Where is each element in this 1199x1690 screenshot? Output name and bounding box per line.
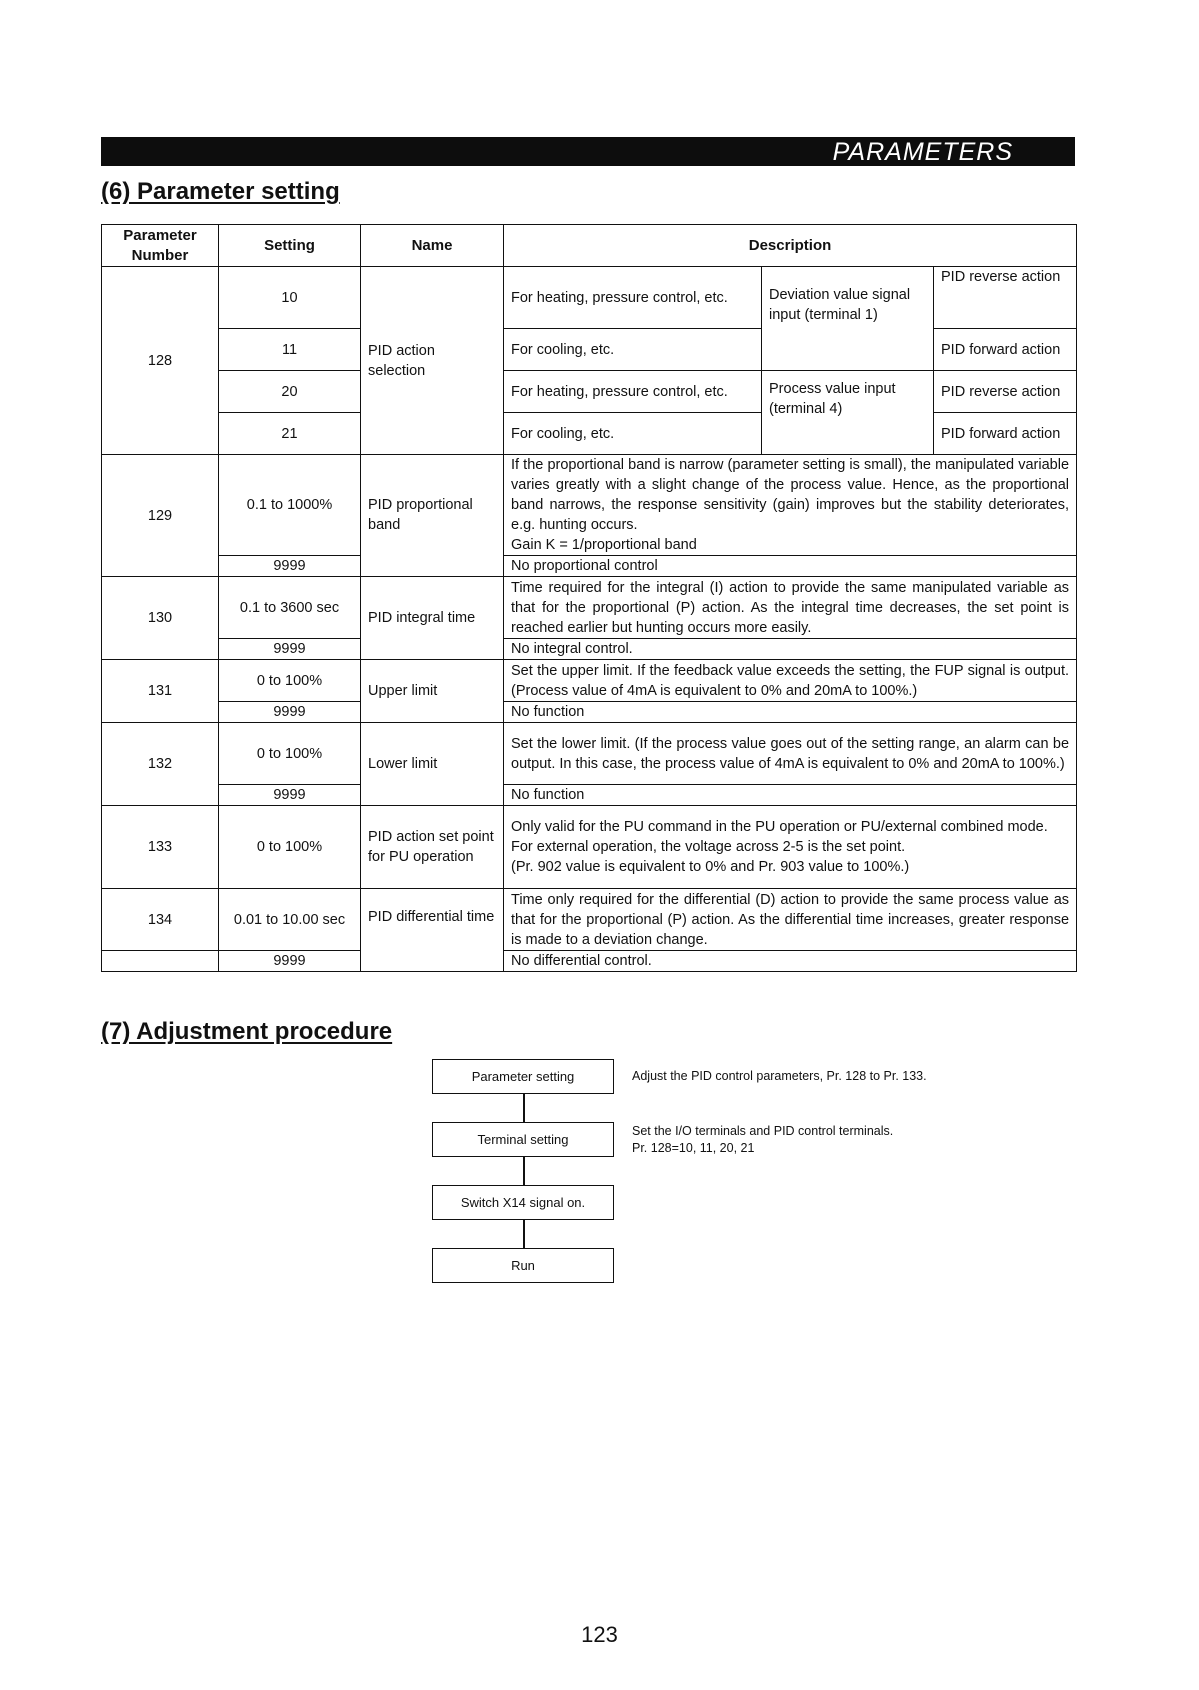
header-banner xyxy=(101,137,1075,166)
param-description: No proportional control xyxy=(504,556,1077,577)
setting-value: 0 to 100% xyxy=(219,660,361,702)
table-row xyxy=(102,639,1077,660)
flow-connector xyxy=(523,1094,525,1122)
param-name: PID integral time xyxy=(361,577,504,660)
flow-step-switch-x14: Switch X14 signal on. xyxy=(432,1185,614,1220)
param-number: 132 xyxy=(102,723,219,806)
param-description: Set the lower limit. (If the process value goes out of the setting range, an alarm can be output. In this case, the process value of 4mA is equivalent to 0% and 20mA to 100%.) xyxy=(504,723,1077,785)
setting-value: 0.1 to 3600 sec xyxy=(219,577,361,639)
setting-value: 0 to 100% xyxy=(219,723,361,785)
flow-step-parameter-setting: Parameter setting xyxy=(432,1059,614,1094)
table-row xyxy=(102,577,1077,639)
table-row xyxy=(102,806,1077,889)
param-number: 134 xyxy=(102,889,219,951)
flow-note-parameter: Adjust the PID control parameters, Pr. 128 to Pr. 133. xyxy=(632,1069,927,1083)
description-line: For external operation, the voltage across 2-5 is the set point. xyxy=(511,839,906,855)
signal-process: Process value input (terminal 4) xyxy=(762,371,934,455)
flow-connector xyxy=(523,1220,525,1248)
flow-note-line: Set the I/O terminals and PID control terminals. xyxy=(632,1124,894,1138)
parameter-table xyxy=(101,224,1077,972)
table-row xyxy=(102,455,1077,556)
param-name: PID action set point for PU operation xyxy=(361,806,504,889)
description-line: Only valid for the PU command in the PU operation or PU/external combined mode. xyxy=(511,819,1048,835)
flow-note-terminal xyxy=(632,1123,893,1157)
table-header-row xyxy=(102,225,1077,267)
table-row xyxy=(102,556,1077,577)
param-description: Time only required for the differential (D) action to provide the same process value as that for the proportional (P) action. As the differential time increases, greater response is made to a deviation change. xyxy=(504,889,1077,951)
setting-value: 20 xyxy=(219,371,361,413)
section-title-parameter-setting: (6) Parameter setting xyxy=(101,178,340,205)
table-row xyxy=(102,723,1077,785)
header-setting: Setting xyxy=(219,225,361,267)
setting-value: 0.01 to 10.00 sec xyxy=(219,889,361,951)
param-number: 129 xyxy=(102,455,219,577)
table-row xyxy=(102,267,1077,329)
table-row xyxy=(102,951,1077,972)
flow-step-run: Run xyxy=(432,1248,614,1283)
empty-cell xyxy=(102,951,219,972)
description-use: For cooling, etc. xyxy=(504,413,762,455)
setting-value: 0.1 to 1000% xyxy=(219,455,361,556)
action-type: PID forward action xyxy=(934,329,1077,371)
header-parameter-number: Parameter Number xyxy=(102,225,219,267)
description-use: For heating, pressure control, etc. xyxy=(504,267,762,329)
table-row xyxy=(102,889,1077,951)
section-title-adjustment-procedure: (7) Adjustment procedure xyxy=(101,1018,393,1045)
param-number: 131 xyxy=(102,660,219,723)
description-line: (Pr. 902 value is equivalent to 0% and Pr. 903 value to 100%.) xyxy=(511,859,910,875)
setting-value: 9999 xyxy=(219,951,361,972)
param-name: Upper limit xyxy=(361,660,504,723)
page-number: 123 xyxy=(581,1622,618,1647)
setting-value: 9999 xyxy=(219,639,361,660)
param-name: Lower limit xyxy=(361,723,504,806)
param-description: Set the upper limit. If the feedback value exceeds the setting, the FUP signal is output. (Process value of 4mA is equivalent to 0% and 20mA to 100%.) xyxy=(504,660,1077,702)
setting-value: 9999 xyxy=(219,556,361,577)
setting-value: 10 xyxy=(219,267,361,329)
param-number: 130 xyxy=(102,577,219,660)
param-description xyxy=(504,455,1077,556)
param-description xyxy=(504,806,1077,889)
description-text: If the proportional band is narrow (parameter setting is small), the manipulated variable varies greatly with a slight change of the process value. Hence, as the proportional band narrows, the response sensitivity (gain) improves but the stability deteriorates, e.g. hunting occurs. xyxy=(511,457,1070,533)
flow-connector xyxy=(523,1157,525,1185)
description-use: For cooling, etc. xyxy=(504,329,762,371)
action-type: PID forward action xyxy=(934,413,1077,455)
param-name: PID proportional band xyxy=(361,455,504,577)
param-description: Time required for the integral (I) action to provide the same manipulated variable as that for the proportional (P) action. As the integral time decreases, the set point is reached earlier but hunting occurs more easily. xyxy=(504,577,1077,639)
flow-step-terminal-setting: Terminal setting xyxy=(432,1122,614,1157)
flow-note-line: Pr. 128=10, 11, 20, 21 xyxy=(632,1141,755,1155)
action-type: PID reverse action xyxy=(934,267,1077,329)
table-row xyxy=(102,702,1077,723)
param-name: PID differential time xyxy=(361,889,504,972)
param-description: No differential control. xyxy=(504,951,1077,972)
param-number: 133 xyxy=(102,806,219,889)
param-description: No integral control. xyxy=(504,639,1077,660)
signal-deviation: Deviation value signal input (terminal 1) xyxy=(762,267,934,371)
setting-value: 9999 xyxy=(219,702,361,723)
description-gain: Gain K = 1/proportional band xyxy=(511,537,697,553)
banner-title: PARAMETERS xyxy=(832,138,1013,166)
setting-value: 11 xyxy=(219,329,361,371)
header-description: Description xyxy=(504,225,1077,267)
param-number: 128 xyxy=(102,267,219,455)
setting-value: 21 xyxy=(219,413,361,455)
setting-value: 0 to 100% xyxy=(219,806,361,889)
header-name: Name xyxy=(361,225,504,267)
param-name: PID action selection xyxy=(361,267,504,455)
action-type: PID reverse action xyxy=(934,371,1077,413)
description-use: For heating, pressure control, etc. xyxy=(504,371,762,413)
table-row xyxy=(102,660,1077,702)
table-row xyxy=(102,371,1077,413)
param-description: No function xyxy=(504,702,1077,723)
table-row xyxy=(102,785,1077,806)
param-description: No function xyxy=(504,785,1077,806)
setting-value: 9999 xyxy=(219,785,361,806)
